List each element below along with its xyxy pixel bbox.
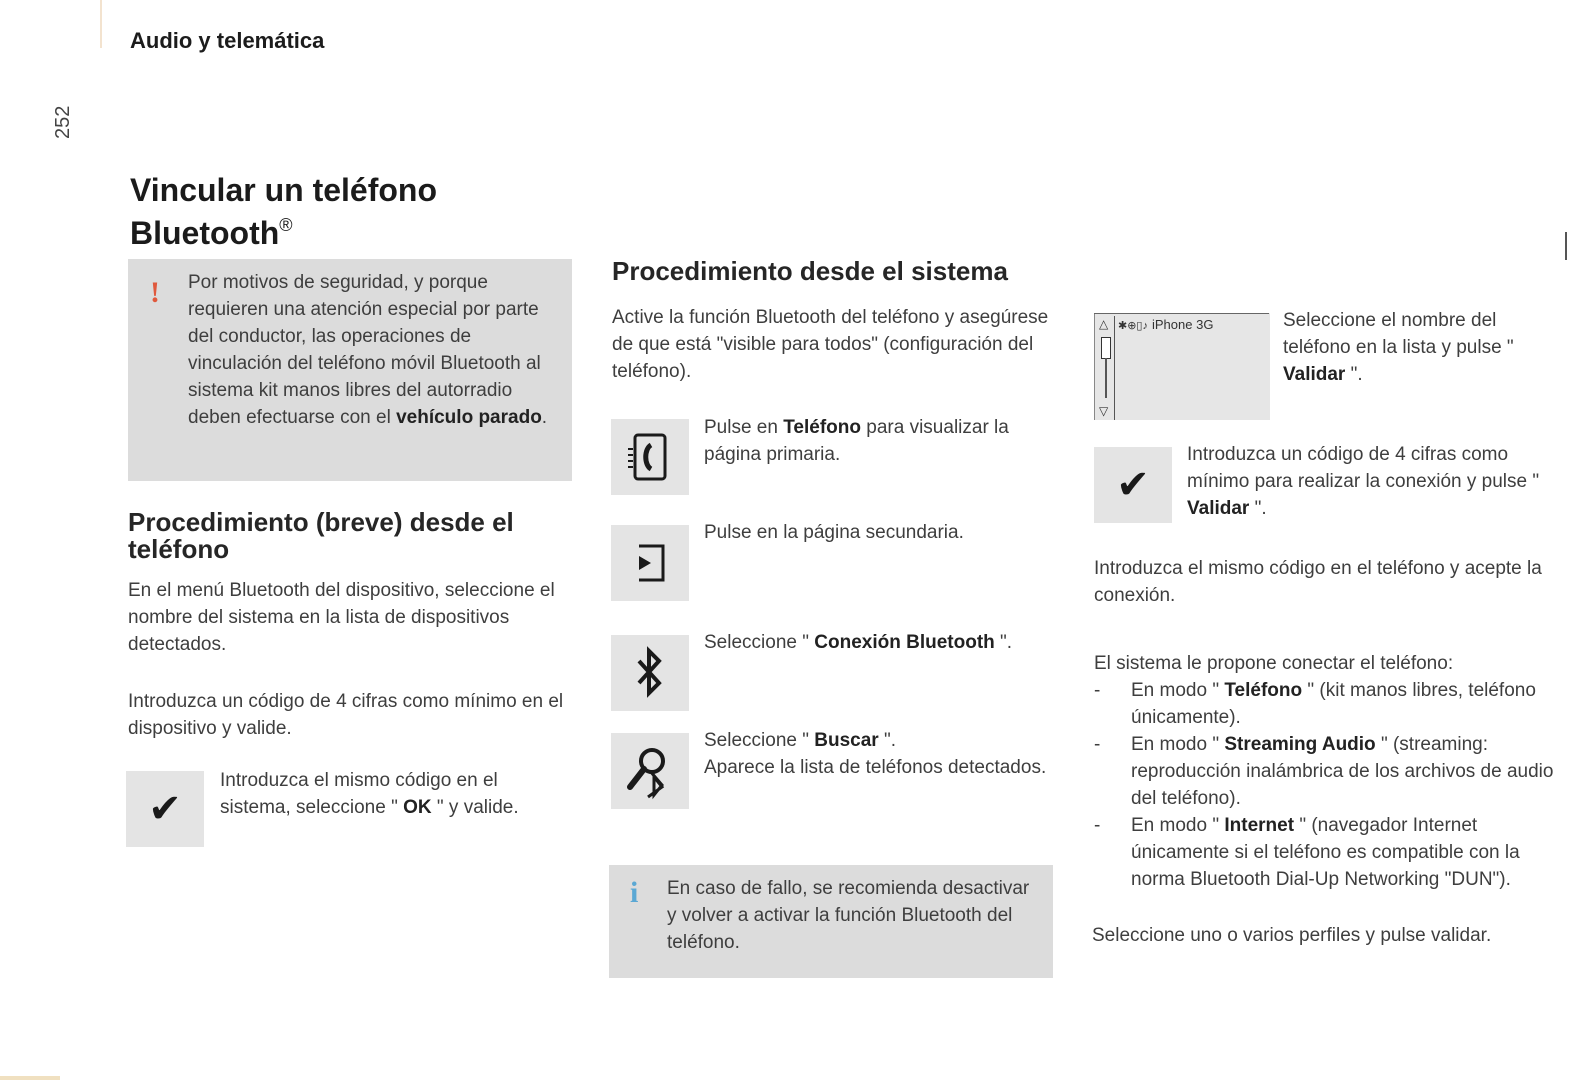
page-title — [130, 173, 437, 251]
registered-mark: ® — [279, 215, 293, 235]
page-number: 252 — [52, 105, 74, 139]
check-icon: ✔ — [1116, 462, 1150, 508]
mode-item-internet: - En modo " Internet " (navegador Internet únicamente si el teléfono es compatible con la norma Bluetooth Dial-Up Networking "DUN"). — [1094, 815, 1520, 890]
check-icon-tile — [126, 771, 204, 847]
warning-text: Por motivos de seguridad, y porque requieren una atención especial por parte del conductor, las operaciones de vinculación del teléfono móvil Bluetooth al sistema kit manos libres del autorradio deben efectuarse con el vehículo parado. — [188, 272, 548, 428]
system-step-search: Seleccione " Buscar ". Aparece la lista de teléfonos detectados. — [704, 730, 1047, 778]
system-procedure-intro: Active la función Bluetooth del teléfono y asegúrese de que está "visible para todos" (configuración del teléfono). — [612, 307, 1049, 382]
check-icon-tile-2 — [1094, 447, 1172, 523]
system-procedure-heading: Procedimiento desde el sistema — [612, 256, 1008, 286]
same-code-text: Introduzca el mismo código en el teléfono y acepte la conexión. — [1094, 558, 1542, 606]
system-step-phone: Pulse en Teléfono para visualizar la página primaria. — [704, 417, 1009, 465]
scroll-up-icon: △ — [1099, 317, 1109, 331]
page-icon-tile — [611, 525, 689, 601]
screen-device-row — [1118, 316, 1268, 334]
mode-list — [1094, 677, 1554, 893]
bluetooth-icon — [625, 643, 675, 703]
page-edge-smudge — [0, 1076, 60, 1080]
info-icon: i — [630, 876, 639, 909]
phone-procedure-step-1: En el menú Bluetooth del dispositivo, seleccione el nombre del sistema en la lista de dispositivos detectados. — [128, 580, 555, 655]
mode-item-telefono: - En modo " Teléfono " (kit manos libres, teléfono únicamente). — [1094, 680, 1536, 728]
phone-procedure-heading: Procedimiento (breve) desde el teléfono — [128, 507, 514, 564]
warning-bold: vehículo parado — [396, 407, 542, 428]
select-phone-text: Seleccione el nombre del teléfono en la lista y pulse " Validar ". — [1283, 310, 1514, 385]
device-status-icons: ✱⊕▯♪ — [1118, 320, 1148, 332]
scroll-track — [1105, 358, 1107, 398]
exclamation-icon: ! — [150, 276, 160, 309]
edge-mark — [1565, 232, 1567, 260]
check-icon: ✔ — [148, 786, 182, 832]
mode-item-streaming: - En modo " Streaming Audio " (streaming: reproducción inalámbrica de los archivos de audio del teléfono). — [1094, 734, 1554, 809]
phone-procedure-step-2: Introduzca un código de 4 cifras como mínimo en el dispositivo y valide. — [128, 691, 564, 739]
phone-icon-tile — [611, 419, 689, 495]
phone-icon — [624, 429, 676, 485]
bluetooth-icon-tile — [611, 635, 689, 711]
title-line-2: Bluetooth — [130, 215, 280, 251]
device-name: iPhone 3G — [1152, 317, 1214, 332]
info-text: En caso de fallo, se recomienda desactivar y volver a activar la función Bluetooth del teléfono. — [667, 878, 1030, 953]
enter-code-text: Introduzca un código de 4 cifras como mínimo para realizar la conexión y pulse " Validar ". — [1187, 444, 1540, 519]
scroll-down-icon: ▽ — [1099, 404, 1109, 418]
scroll-thumb — [1101, 337, 1111, 359]
search-icon-tile — [611, 733, 689, 809]
page-icon — [625, 538, 675, 588]
phone-procedure-step-3: Introduzca el mismo código en el sistema, seleccione " OK " y valide. — [220, 770, 519, 818]
system-step-bluetooth: Seleccione " Conexión Bluetooth ". — [704, 632, 1013, 653]
title-line-1: Vincular un teléfono — [130, 172, 437, 208]
section-title: Audio y telemática — [130, 28, 325, 53]
screen-border — [1094, 313, 1269, 314]
proposes-text: El sistema le propone conectar el teléfono: — [1094, 653, 1454, 674]
final-instruction: Seleccione uno o varios perfiles y pulse validar. — [1092, 925, 1492, 946]
system-step-page: Pulse en la página secundaria. — [704, 522, 964, 543]
margin-rule — [100, 0, 102, 48]
search-icon — [622, 741, 678, 801]
